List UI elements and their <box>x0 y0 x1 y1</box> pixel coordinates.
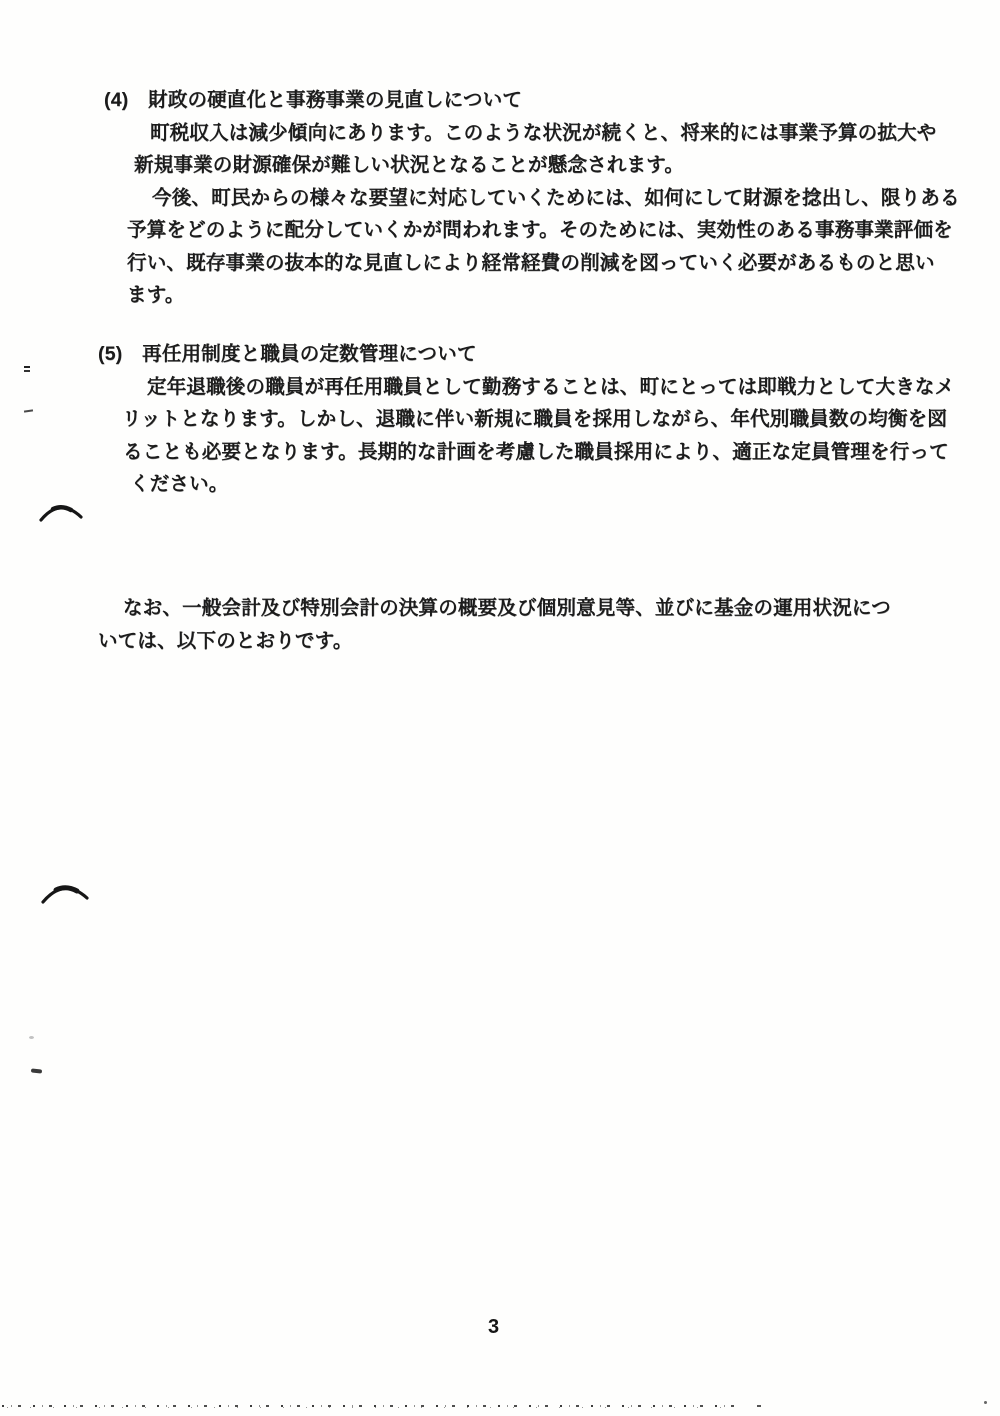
section-4-heading: (4) 財政の硬直化と事務事業の見直しについて <box>104 89 523 111</box>
section-5-heading: (5) 再任用制度と職員の定数管理について <box>98 343 477 365</box>
scan-speck <box>984 1401 987 1404</box>
section-5 <box>0 338 1000 501</box>
scan-artifact-arc-icon <box>40 881 92 912</box>
text-line: リットとなります。しかし、退職に伴い新規に職員を採用しながら、年代別職員数の均衡を図 <box>122 408 948 430</box>
text-line: ください。 <box>130 473 229 495</box>
scan-speck <box>757 1405 761 1407</box>
text-line: 新規事業の財源確保が難しい状況となることが懸念されます。 <box>134 154 685 176</box>
page-number: 3 <box>488 1316 500 1338</box>
closing-paragraph <box>0 592 1000 657</box>
scan-artifact-arc-icon <box>38 501 86 530</box>
text-line: 定年退職後の職員が再任用職員として勤務することは、町にとっては即戦力として大きなメ <box>147 375 955 398</box>
text-line: 今後、町民からの様々な要望に対応していくためには、如何にして財源を捻出し、限りある <box>152 186 960 209</box>
text-line: ます。 <box>127 284 185 306</box>
scan-noise-strip <box>2 1404 738 1408</box>
scan-speck <box>24 366 30 368</box>
text-line: 行い、既存事業の抜本的な見直しにより経常経費の削減を図っていく必要があるものと思い <box>127 251 935 274</box>
text-line: 予算をどのように配分していくかが問われます。そのためには、実効性のある事務事業評価を <box>127 219 953 241</box>
text-line: いては、以下のとおりです。 <box>98 629 353 652</box>
scan-speck <box>31 1068 42 1073</box>
scan-speck <box>29 1036 34 1039</box>
text-line: なお、一般会計及び特別会計の決算の概要及び個別意見等、並びに基金の運用状況につ <box>123 597 891 619</box>
section-4 <box>0 84 1000 312</box>
text-line: 町税収入は減少傾向にあります。このような状況が続くと、将来的には事業予算の拡大や <box>150 121 937 144</box>
text-line: ることも必要となります。長期的な計画を考慮した職員採用により、適正な定員管理を行って <box>123 440 949 463</box>
